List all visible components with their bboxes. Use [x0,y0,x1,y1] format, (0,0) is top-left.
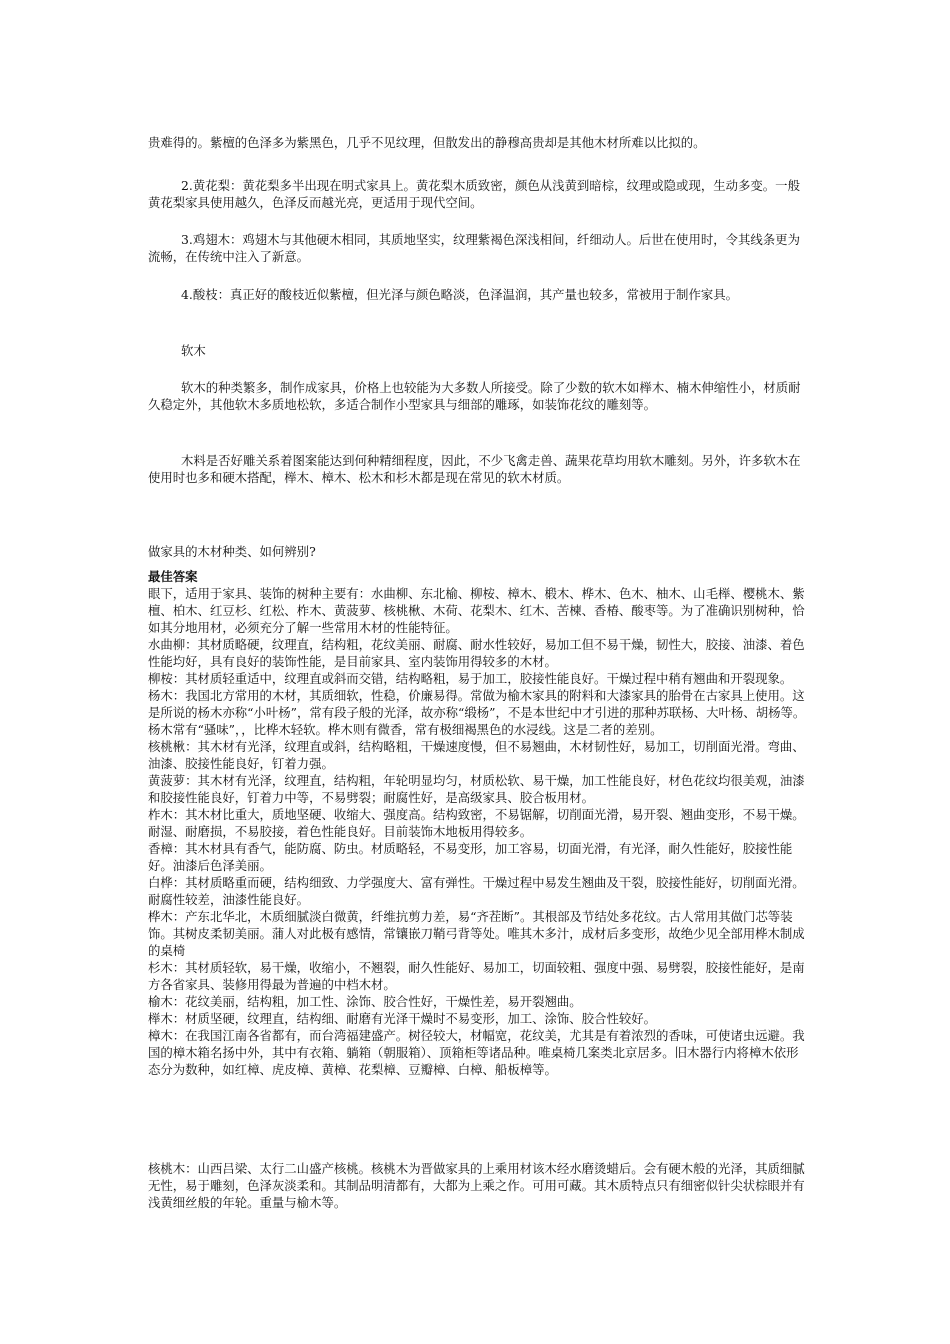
answer-body [148,585,808,1078]
answer-zuomu: 柞木：其木材比重大，质地坚硬、收缩大、强度高。结构致密，不易锯解，切削面光滑，易开裂、翘曲变形，不易干燥。耐湿、耐磨损，不易胶接，着色性能良好。目前装饰木地板用得较多。 [148,807,805,839]
answer-shuiqu: 水曲柳：其材质略硬，纹理直，结构粗，花纹美丽、耐腐、耐水性较好，易加工但不易干燥，韧性大，胶接、油漆、着色性能均好，具有良好的装饰性能，是目前家具、室内装饰用得较多的木材。 [148,637,805,669]
softwood-heading: 软木 [181,343,206,358]
answer-intro: 眼下，适用于家具、装饰的树种主要有：水曲柳、东北榆、柳桉、樟木、椴木、桦木、色木、柚木、山毛榉、樱桃木、紫檀、柏木、红豆杉、红松、柞木、黄菠萝、核桃楸、木荷、花梨木、红木、苦楝、香椿、酸枣等。为了准确识别树种，恰如其分地用材，必须充分了解一些常用木材的性能特征。 [148,586,805,635]
answer-yumu: 榆木：花纹美丽，结构粗，加工性、涂饰、胶合性好，干燥性差，易开裂翘曲。 [148,994,582,1009]
best-answer-label: 最佳答案 [148,569,198,584]
wood-item-jichimu: 3.鸡翅木：鸡翅木与其他硬木相同，其质地坚实，纹理紫褐色深浅相间，纤细动人。后世在使用时，令其线条更为流畅，在传统中注入了新意。 [148,232,800,264]
answer-huamu: 桦木：产东北华北，木质细腻淡白微黄，纤维抗剪力差，易“齐茬断”。其根部及节结处多花纹。古人常用其做门芯等装饰。其树皮柔韧美丽。蒲人对此极有感情，常镶嵌刀鞘弓背等处。唯其木多汁，成材后多变形，故绝少见全部用桦木制成的桌椅 [148,909,805,958]
answer-hetaoqiu: 核桃楸：其木材有光泽，纹理直或斜，结构略粗，干燥速度慢，但不易翘曲，木材韧性好，易加工，切削面光滑。弯曲、油漆、胶接性能良好，钉着力强。 [148,739,805,771]
question-title: 做家具的木材种类、如何辨别? [148,544,316,559]
answer-xiangzhang: 香樟：其木材具有香气，能防腐、防虫。材质略轻，不易变形，加工容易，切面光滑，有光泽，耐久性能好，胶接性能好。油漆后色泽美丽。 [148,841,793,873]
answer-zhangmu: 樟木：在我国江南各省都有，而台湾福建盛产。树径较大，材幅宽，花纹美，尤其是有着浓烈的香味，可使诸虫远避。我国的樟木箱名扬中外，其中有衣箱、躺箱（朝服箱）、顶箱柜等诸品种。唯桌椅几案类北京居多。旧木器行内将樟木依形态分为数种，如红樟、虎皮樟、黄樟、花梨樟、豆瓣樟、白樟、船板樟等。 [148,1028,805,1077]
answer-yangmu: 杨木：我国北方常用的木材，其质细软，性稳，价廉易得。常做为榆木家具的附料和大漆家具的胎骨在古家具上使用。这是所说的杨木亦称“小叶杨”，常有段子般的光泽，故亦称“缎杨”，不是本世纪中才引进的那种苏联杨、大叶杨、胡杨等。杨木常有“骚味”，，比桦木轻软。桦木则有微香，常有极细褐黑色的水浸线。这是二者的差别。 [148,688,806,737]
answer-liuan: 柳桉：其材质轻重适中，纹理直或斜而交错，结构略粗，易于加工，胶接性能良好。干燥过程中稍有翘曲和开裂现象。 [148,671,793,686]
answer-baihua: 白桦：其材质略重而硬，结构细致、力学强度大、富有弹性。干燥过程中易发生翘曲及干裂，胶接性能好，切削面光滑。耐腐性较差，油漆性能良好。 [148,875,805,907]
softwood-para-2: 木料是否好雕关系着图案能达到何种精细程度，因此，不少飞禽走兽、蔬果花草均用软木雕刻。另外，许多软木在使用时也多和硬木搭配，榉木、樟木、松木和杉木都是现在常见的软木材质。 [148,453,801,485]
intro-line-top: 贵难得的。紫檀的色泽多为紫黑色，几乎不见纹理，但散发出的静穆高贵却是其他木材所难以比拟的。 [148,135,706,150]
answer-huangboluo: 黄菠萝：其木材有光泽，纹理直，结构粗，年轮明显均匀，材质松软、易干燥，加工性能良好，材色花纹均很美观，油漆和胶接性能良好，钉着力中等，不易劈裂；耐腐性好，是高级家具、胶合板用材。 [148,773,805,805]
softwood-para-1: 软木的种类繁多，制作成家具，价格上也较能为大多数人所接受。除了少数的软木如榉木、楠木伸缩性小，材质耐久稳定外，其他软木多质地松软，多适合制作小型家具与细部的雕琢，如装饰花纹的雕刻等。 [148,380,801,412]
answer-walnut: 核桃木：山西吕梁、太行二山盛产核桃。核桃木为晋做家具的上乘用材该木经水磨烫蜡后。会有硬木般的光泽，其质细腻无性，易于雕刻，色泽灰淡柔和。其制品明清都有，大都为上乘之作。可用可藏。其木质特点只有细密似针尖状棕眼并有浅黄细丝般的年轮。重量与榆木等。 [148,1161,805,1210]
answer-jumu: 榉木：材质坚硬，纹理直，结构细、耐磨有光泽干燥时不易变形，加工、涂饰、胶合性较好。 [148,1011,657,1026]
answer-shanmu: 杉木：其材质轻软，易干燥，收缩小，不翘裂，耐久性能好、易加工，切面较粗、强度中强、易劈裂，胶接性能好，是南方各省家具、装修用得最为普遍的中档木材。 [148,960,805,992]
wood-item-huanghuali: 2.黄花梨：黄花梨多半出现在明式家具上。黄花梨木质致密，颜色从浅黄到暗棕，纹理或隐或现，生动多变。一般黄花梨家具使用越久，色泽反而越光亮，更适用于现代空间。 [148,178,800,210]
wood-item-suanzhi: 4.酸枝：真正好的酸枝近似紫檀，但光泽与颜色略淡，色泽温润，其产量也较多，常被用于制作家具。 [181,287,739,302]
